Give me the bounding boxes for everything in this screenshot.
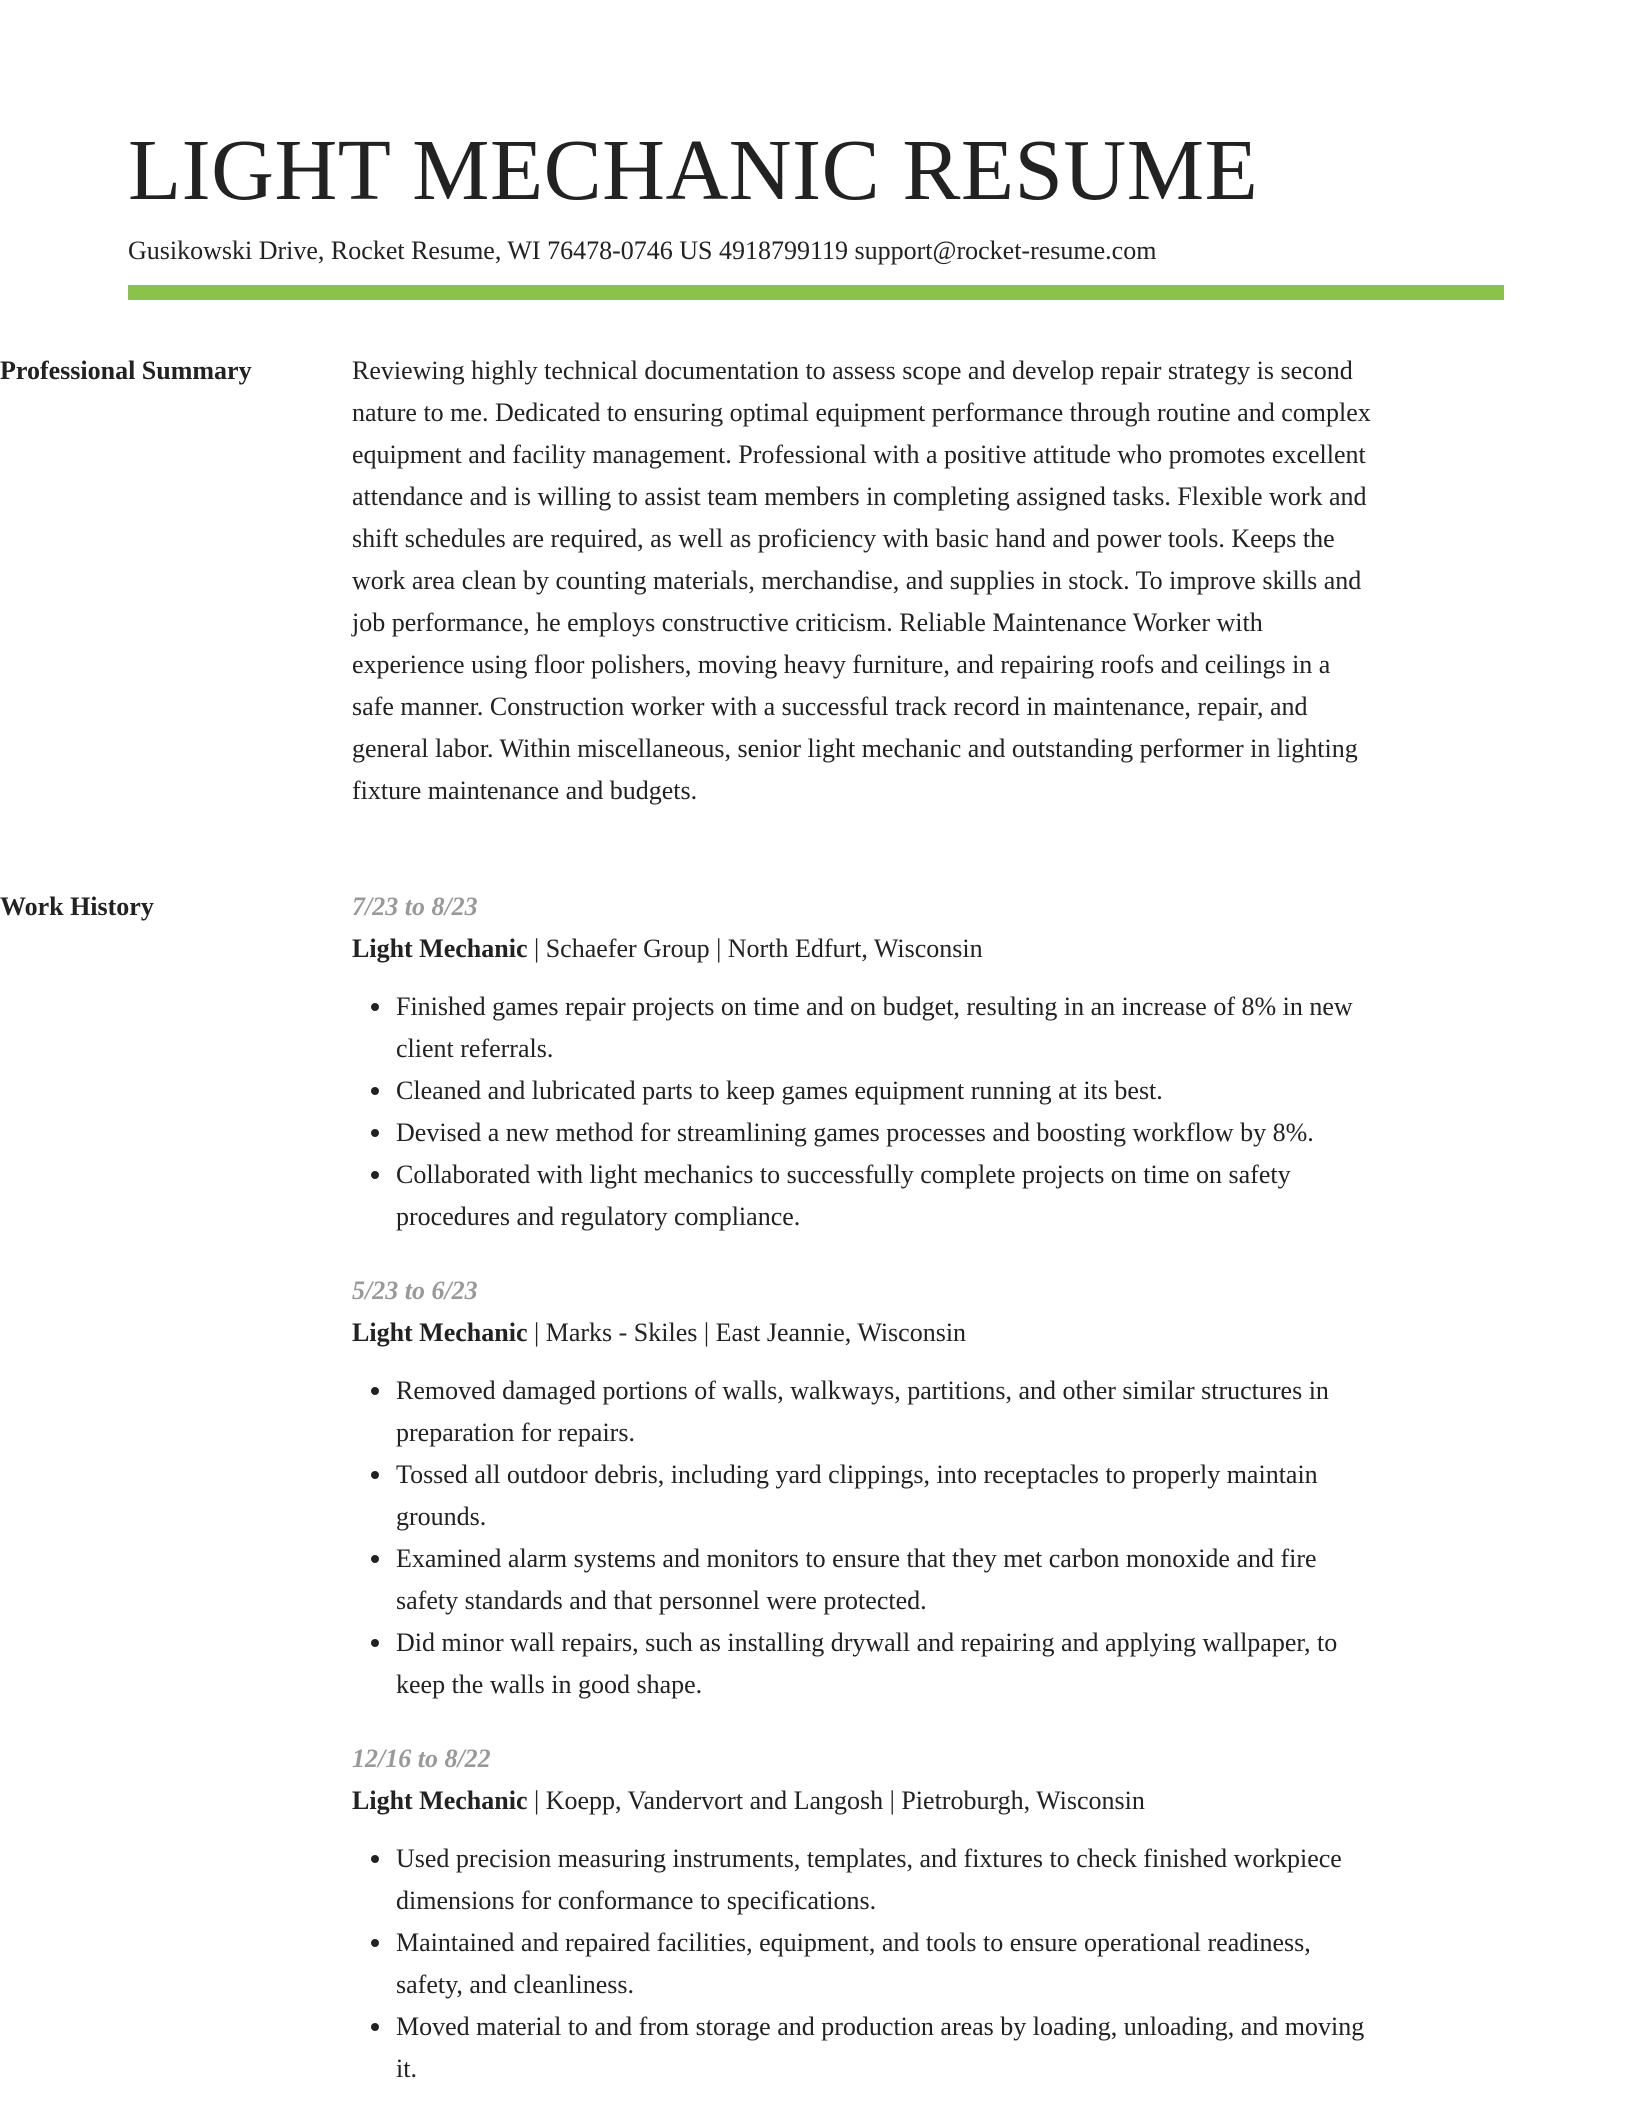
job-header (352, 928, 1376, 970)
job-bullets (352, 1370, 1376, 1706)
work-history-heading: Work History (0, 892, 154, 921)
job-details: | Schaefer Group | North Edfurt, Wisconsin (527, 934, 983, 963)
job-entry (352, 1738, 1376, 2090)
job-title: Light Mechanic (352, 1786, 528, 1815)
professional-summary-section (0, 350, 1376, 812)
job-bullet: Examined alarm systems and monitors to ensure that they met carbon monoxide and fire safety standards and that personnel were protected. (396, 1538, 1376, 1622)
job-bullet: Used precision measuring instruments, templates, and fixtures to check finished workpiece dimensions for conformance to specifications. (396, 1838, 1376, 1922)
summary-text: Reviewing highly technical documentation to assess scope and develop repair strategy is second nature to me. Dedicated to ensuring optimal equipment performance through routine and complex equipment and facility management. Professional with a positive attitude who promotes excellent attendance and is willing to assist team members in completing assigned tasks. Flexible work and shift schedules are required, as well as proficiency with basic hand and power tools. Keeps the work area clean by counting materials, merchandise, and supplies in stock. To improve skills and job performance, he employs constructive criticism. Reliable Maintenance Worker with experience using floor polishers, moving heavy furniture, and repairing roofs and ceilings in a safe manner. Construction worker with a successful track record in maintenance, repair, and general labor. Within miscellaneous, senior light mechanic and outstanding performer in lighting fixture maintenance and budgets. (352, 356, 1371, 805)
resume-page (128, 118, 1504, 300)
job-bullet: Devised a new method for streamlining games processes and boosting workflow by 8%. (396, 1112, 1376, 1154)
job-bullet: Maintained and repaired facilities, equipment, and tools to ensure operational readiness, safety, and cleanliness. (396, 1922, 1376, 2006)
work-history-section (0, 886, 1376, 2122)
header-divider (128, 285, 1504, 300)
job-header (352, 1780, 1376, 1822)
job-dates: 7/23 to 8/23 (352, 892, 478, 921)
job-bullet: Cleaned and lubricated parts to keep games equipment running at its best. (396, 1070, 1376, 1112)
job-details: | Koepp, Vandervort and Langosh | Pietroburgh, Wisconsin (527, 1786, 1145, 1815)
job-bullets (352, 1838, 1376, 2090)
resume-title: LIGHT MECHANIC RESUME (128, 121, 1259, 218)
job-title: Light Mechanic (352, 1318, 528, 1347)
job-bullet: Tossed all outdoor debris, including yard clippings, into receptacles to properly maintain grounds. (396, 1454, 1376, 1538)
summary-heading: Professional Summary (0, 356, 252, 385)
job-bullet: Moved material to and from storage and production areas by loading, unloading, and moving it. (396, 2006, 1376, 2090)
job-entry (352, 1270, 1376, 1706)
job-dates: 12/16 to 8/22 (352, 1744, 491, 1773)
contact-phone: 4918799119 (718, 236, 849, 265)
contact-email[interactable]: support@rocket-resume.com (854, 236, 1157, 265)
job-dates: 5/23 to 6/23 (352, 1276, 478, 1305)
job-header (352, 1312, 1376, 1354)
job-entry (352, 886, 1376, 1238)
job-bullet: Finished games repair projects on time and on budget, resulting in an increase of 8% in new client referrals. (396, 986, 1376, 1070)
job-bullets (352, 986, 1376, 1238)
contact-address: Gusikowski Drive, Rocket Resume, WI 76478-0746 US (128, 236, 713, 265)
job-details: | Marks - Skiles | East Jeannie, Wisconsin (527, 1318, 967, 1347)
job-bullet: Collaborated with light mechanics to successfully complete projects on time on safety procedures and regulatory compliance. (396, 1154, 1376, 1238)
job-bullet: Did minor wall repairs, such as installing drywall and repairing and applying wallpaper, to keep the walls in good shape. (396, 1622, 1376, 1706)
contact-line (128, 234, 1504, 268)
job-title: Light Mechanic (352, 934, 528, 963)
job-bullet: Removed damaged portions of walls, walkways, partitions, and other similar structures in preparation for repairs. (396, 1370, 1376, 1454)
